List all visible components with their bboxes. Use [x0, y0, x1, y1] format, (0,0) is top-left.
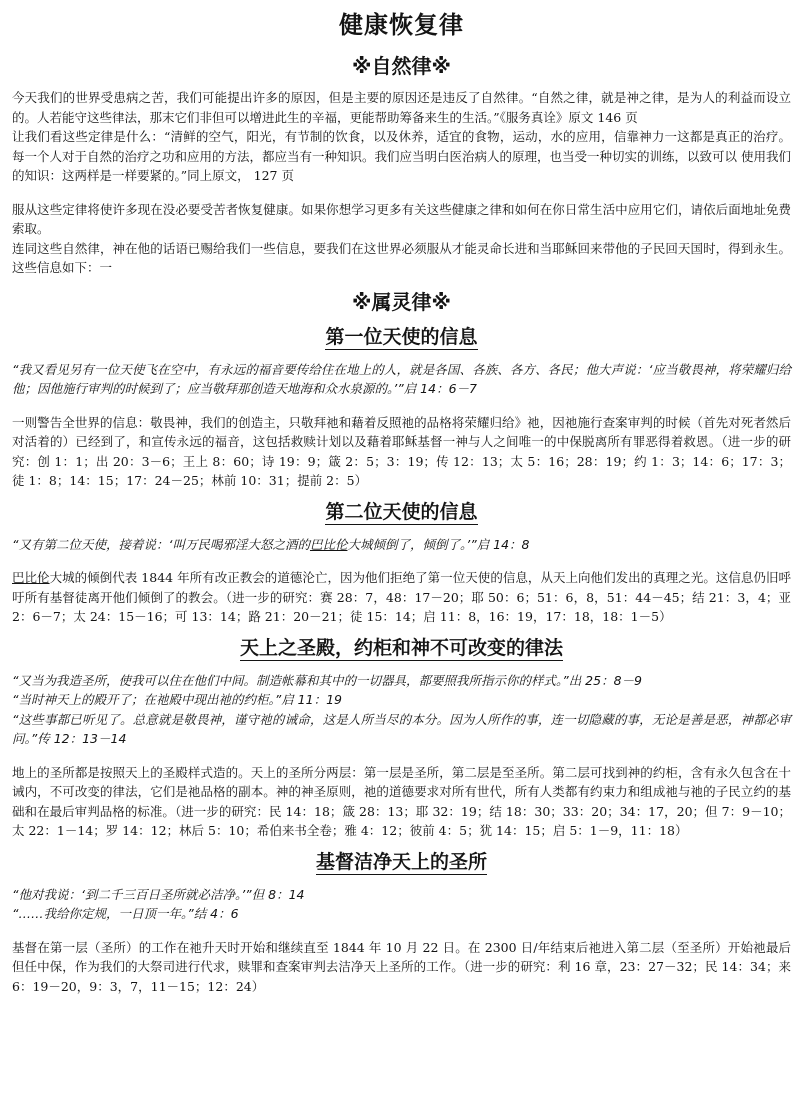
page-title: 健康恢复律	[339, 11, 464, 39]
second-angel-heading	[12, 499, 791, 525]
first-angel-quote: “我又看见另有一位天使飞在空中，有永远的福音要传给住在地上的人，就是各国、各族、各方、各民；他大声说：‘应当敬畏神，将荣耀归给他；因他施行审判的时候到了；应当敬拜那创造天地海和众水泉源的。’”启 14：6－7	[12, 361, 791, 396]
first-angel-heading-text: 第一位天使的信息	[325, 325, 478, 348]
second-angel-body-text: 大城的倾倒代表 1844 年所有改正教会的道德沦亡，因为他们拒绝了第一位天使的信息，从天上向他们发出的真理之光。这信息仍旧呼吁所有基督徒离开他们倾倒了的教会。（进一步的研究：赛 28：7，48：17－20；耶 50：6；51：6，8，51：44－45；结 21：3，4；亚 2：6－7；太 24：15－16；可 13：14；路 21：20－21；徒 15：14；启 11：8，16：19，17：18，18：1－5）	[12, 570, 791, 624]
cleansing-heading-text: 基督洁净天上的圣所	[315, 850, 487, 873]
second-angel-body	[12, 568, 791, 627]
second-angel-heading-text: 第二位天使的信息	[325, 500, 478, 523]
second-angel-quote	[12, 535, 791, 555]
cleansing-quote-2: “……我给你定规，一日顶一年。”结 4：6	[12, 906, 239, 921]
cleansing-quote-1: “他对我说：‘到二千三百日圣所就必洁净。’”但 8：14	[12, 886, 305, 902]
sanctuary-body: 地上的圣所都是按照天上的圣殿样式造的。天上的圣所分两层：第一层是圣所，第二层是至圣所。第二层可找到神的约柜，含有永久包含在十诫内，不可改变的律法，它们是祂品格的副本。神的神圣原则，祂的道德要求对所有世代，所有人类都有约束力和组成祂与祂的子民立约的基础和在最后审判品格的标准。（进一步的研究：民 14：18；箴 28：13；耶 32：19；结 18：30；33：20；34：17，20；但 7：9－10；太 22：1－14；罗 14：12；林后 5：10；希伯来书全卷；雅 4：12；彼前 4：5；犹 14：15；启 5：1－9，11：18）	[12, 764, 791, 838]
natural-law-paragraph-2: 让我们看这些定律是什么：“清鲜的空气，阳光，有节制的饮食，以及休养，适宜的食物，运动，水的应用，信靠神力一这都是真正的治疗。每一个人对于自然的治疗之功和应用的方法，都应当有一种知识。我们应当明白医治病人的原理，也当受一种切实的训练，以致可以 使用我们的知识：这两样是一样要紧的。”同上原文， 127 页	[12, 129, 791, 183]
cleansing-body: 基督在第一层（圣所）的工作在祂升天时开始和继续直至 1844 年 10 月 22 日。在 2300 日/年结束后祂进入第二层（至圣所）开始祂最后但任中保，作为我们的大祭司进行代求，赎罪和查案审判去洁净天上圣所的工作。（进一步的研究：利 16 章，23：27－32；民 14：34；来 6：19－20，9：3，7，11－15；12：24）	[12, 939, 791, 994]
first-angel-heading	[12, 324, 791, 350]
sanctuary-heading-text: 天上之圣殿，约柜和神不可改变的律法	[239, 636, 563, 659]
sanctuary-quote-1: “又当为我造圣所，使我可以住在他们中间。制造帐幕和其中的一切器具，都要照我所指示你的样式。”出 25：8－9	[12, 672, 642, 688]
second-angel-quote-babylon: 巴比伦	[309, 536, 348, 552]
natural-law-paragraph-3: 服从这些定律将使许多现在没必要受苦者恢复健康。如果你想学习更多有关这些健康之律和如何在你日常生活中应用它们，请依后面地址免费索取。	[12, 201, 791, 236]
spiritual-law-heading: ※属灵律※	[352, 289, 451, 314]
natural-law-paragraph-1: 今天我们的世界受患病之苦，我们可能提出许多的原因，但是主要的原因还是违反了自然律。“自然之律，就是神之律，是为人的利益而设立的。人若能守这些律法，那末它们非但可以增进此生的辛福，更能帮助筹备来生的生活。”《服务真诠》原文 146 页	[12, 90, 791, 125]
cleansing-heading	[12, 849, 791, 875]
sanctuary-quote-3: “这些事都已听见了。总意就是敬畏神，谨守祂的诫命，这是人所当尽的本分。因为人所作的事，连一切隐藏的事，无论是善是恶，神都必审问。”传 12：13－14	[12, 711, 791, 746]
second-angel-body-babylon: 巴比伦	[12, 570, 50, 585]
second-angel-quote-after: 大城倾倒了，倾倒了。’”启 14：8	[347, 536, 530, 552]
natural-law-paragraph-4: 连同这些自然律，神在他的话语已赐给我们一些信息，要我们在这世界必须服从才能灵命长进和当耶稣回来带他的子民回天国时，得到永生。这些信息如下：一	[12, 240, 791, 275]
sanctuary-heading	[12, 635, 791, 661]
sanctuary-quote-2: “当时神天上的殿开了；在祂殿中现出祂的约柜。”启 11：19	[12, 692, 342, 707]
second-angel-quote-before: “又有第二位天使，接着说：‘叫万民喝邪淫大怒之酒的	[12, 536, 310, 552]
first-angel-body: 一则警告全世界的信息：敬畏神，我们的创造主，只敬拜祂和藉着反照祂的品格将荣耀归给》祂，因祂施行查案审判的时候（首先对死者然后对活着的）已经到了，和宣传永远的福音，这包括救赎计划以及藉着耶稣基督一神与人之间唯一的中保脱离所有罪恶得着救恩。（进一步的研究：创 1：1；出 20：3－6；王上 8：60；诗 19：9；箴 2：5；3：19；传 12：13；太 5：16；28：19；约 1：3；14：6；17：3；徒 1：8；14：15；17：24－25；林前 10：31；提前 2：5）	[12, 414, 791, 488]
natural-law-heading: ※自然律※	[352, 54, 451, 78]
